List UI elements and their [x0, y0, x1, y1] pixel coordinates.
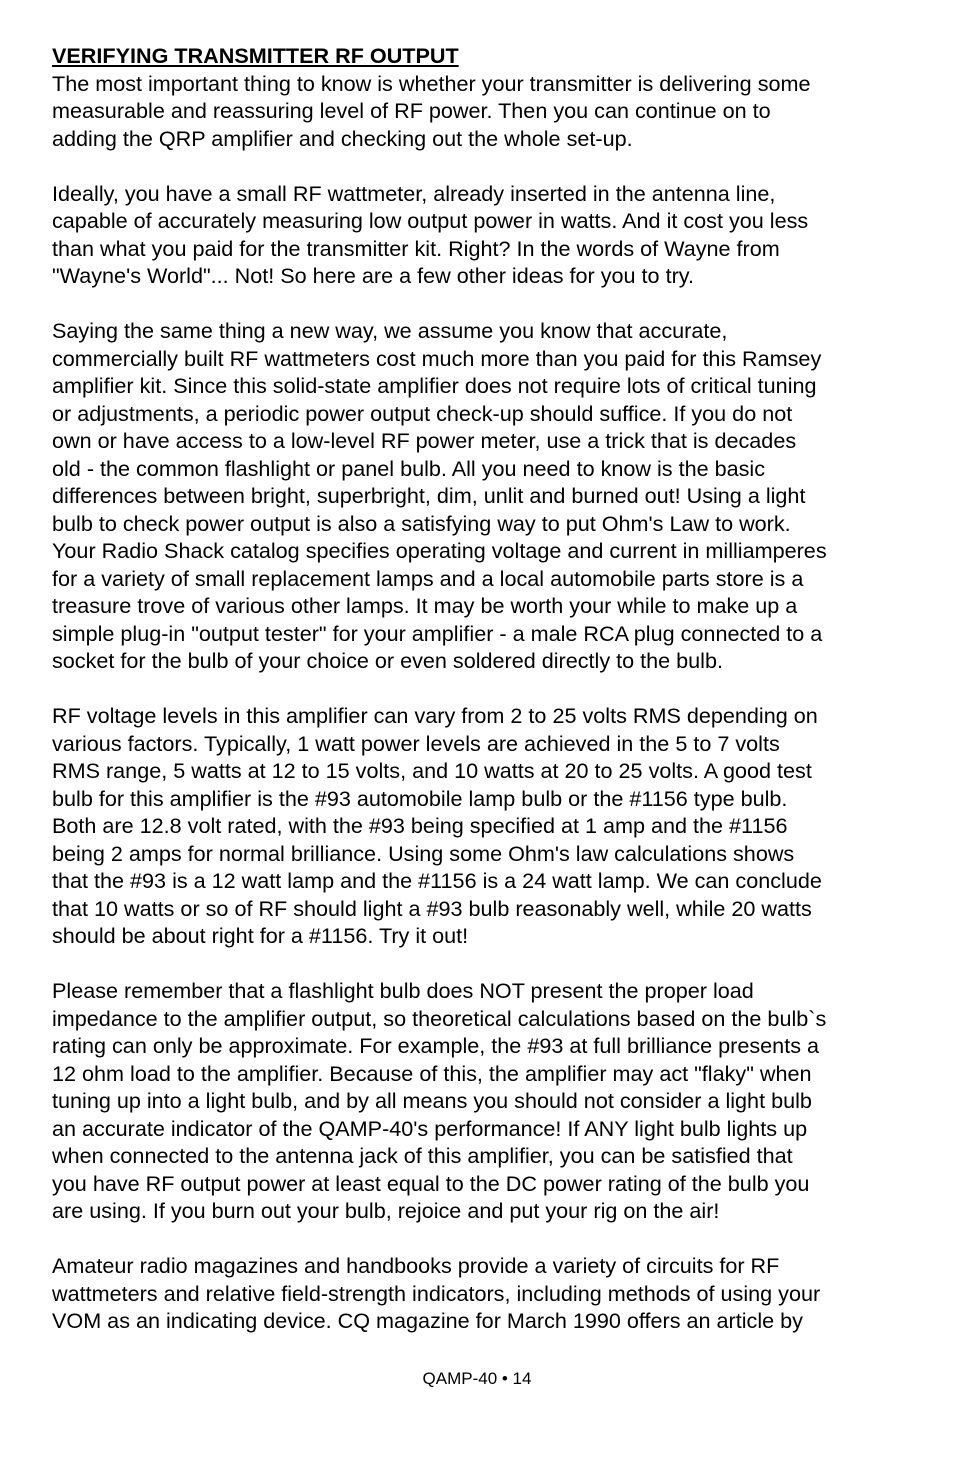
text-line: you have RF output power at least equal to the DC power rating of the bulb you: [52, 1170, 810, 1196]
text-line: than what you paid for the transmitter kit. Right? In the words of Wayne from: [52, 235, 780, 261]
text-line: bulb to check power output is also a satisfying way to put Ohm's Law to work.: [52, 510, 791, 536]
document-page: [52, 42, 924, 1362]
text-line: tuning up into a light bulb, and by all means you should not consider a light bulb: [52, 1088, 812, 1113]
text-line: 12 ohm load to the amplifier. Because of this, the amplifier may act "flaky" when: [52, 1060, 812, 1086]
text-line: amplifier kit. Since this solid-state amplifier does not require lots of critical tuning: [52, 373, 817, 398]
paragraph-load-impedance-warning: [52, 977, 924, 1225]
text-line: impedance to the amplifier output, so theoretical calculations based on the bulb`s: [52, 1005, 827, 1031]
paragraph-magazines: [52, 1252, 924, 1335]
text-line: should be about right for a #1156. Try it out!: [52, 923, 469, 948]
paragraph-light-bulb-trick: [52, 317, 924, 675]
text-line: are using. If you burn out your bulb, rejoice and put your rig on the air!: [52, 1198, 720, 1223]
text-line: various factors. Typically, 1 watt power levels are achieved in the 5 to 7 volts: [52, 730, 780, 756]
text-line: for a variety of small replacement lamps and a local automobile parts store is a: [52, 565, 804, 591]
text-line: commercially built RF wattmeters cost much more than you paid for this Ramsey: [52, 345, 822, 371]
section-heading: VERIFYING TRANSMITTER RF OUTPUT: [52, 43, 459, 68]
paragraph-wattmeter: [52, 180, 924, 290]
text-line: Ideally, you have a small RF wattmeter, already inserted in the antenna line,: [52, 180, 776, 206]
text-line: RMS range, 5 watts at 12 to 15 volts, and 10 watts at 20 to 25 volts. A good test: [52, 758, 812, 783]
text-line: adding the QRP amplifier and checking out the whole set-up.: [52, 125, 633, 151]
text-line: that 10 watts or so of RF should light a #93 bulb reasonably well, while 20 watts: [52, 895, 812, 921]
text-line: socket for the bulb of your choice or even soldered directly to the bulb.: [52, 648, 723, 673]
text-line: capable of accurately measuring low output power in watts. And it cost you less: [52, 208, 809, 233]
text-line: that the #93 is a 12 watt lamp and the #1156 is a 24 watt lamp. We can conclude: [52, 868, 822, 893]
text-line: old - the common flashlight or panel bulb. All you need to know is the basic: [52, 455, 766, 481]
text-line: an accurate indicator of the QAMP-40's performance! If ANY light bulb lights up: [52, 1115, 808, 1141]
text-line: RF voltage levels in this amplifier can vary from 2 to 25 volts RMS depending on: [52, 703, 818, 728]
text-line: when connected to the antenna jack of this amplifier, you can be satisfied that: [52, 1143, 793, 1168]
text-line: The most important thing to know is whether your transmitter is delivering some: [52, 70, 811, 96]
text-line: rating can only be approximate. For example, the #93 at full brilliance presents a: [52, 1033, 819, 1058]
text-line: Both are 12.8 volt rated, with the #93 being specified at 1 amp and the #1156: [52, 813, 788, 838]
text-line: Amateur radio magazines and handbooks provide a variety of circuits for RF: [52, 1253, 780, 1278]
text-line: measurable and reassuring level of RF power. Then you can continue on to: [52, 98, 771, 123]
text-line: Saying the same thing a new way, we assume you know that accurate,: [52, 318, 728, 343]
text-line: being 2 amps for normal brilliance. Using some Ohm's law calculations shows: [52, 840, 795, 866]
text-line: simple plug-in "output tester" for your amplifier - a male RCA plug connected to a: [52, 620, 823, 646]
text-line: Your Radio Shack catalog specifies operating voltage and current in milliamperes: [52, 538, 827, 563]
text-line: bulb for this amplifier is the #93 automobile lamp bulb or the #1156 type bulb.: [52, 785, 788, 811]
text-line: wattmeters and relative field-strength indicators, including methods of using your: [52, 1280, 821, 1306]
text-line: own or have access to a low-level RF power meter, use a trick that is decades: [52, 428, 797, 453]
text-line: Please remember that a flashlight bulb does NOT present the proper load: [52, 978, 754, 1003]
text-line: differences between bright, superbright, dim, unlit and burned out! Using a light: [52, 483, 806, 508]
paragraph-rf-voltage-levels: [52, 702, 924, 950]
paragraph-intro: [52, 70, 924, 153]
page-footer: QAMP-40 • 14: [422, 1369, 532, 1388]
text-line: "Wayne's World"... Not! So here are a few other ideas for you to try.: [52, 263, 694, 288]
text-line: or adjustments, a periodic power output check-up should suffice. If you do not: [52, 400, 793, 426]
text-line: treasure trove of various other lamps. It may be worth your while to make up a: [52, 593, 798, 618]
text-line: VOM as an indicating device. CQ magazine for March 1990 offers an article by: [52, 1308, 803, 1333]
